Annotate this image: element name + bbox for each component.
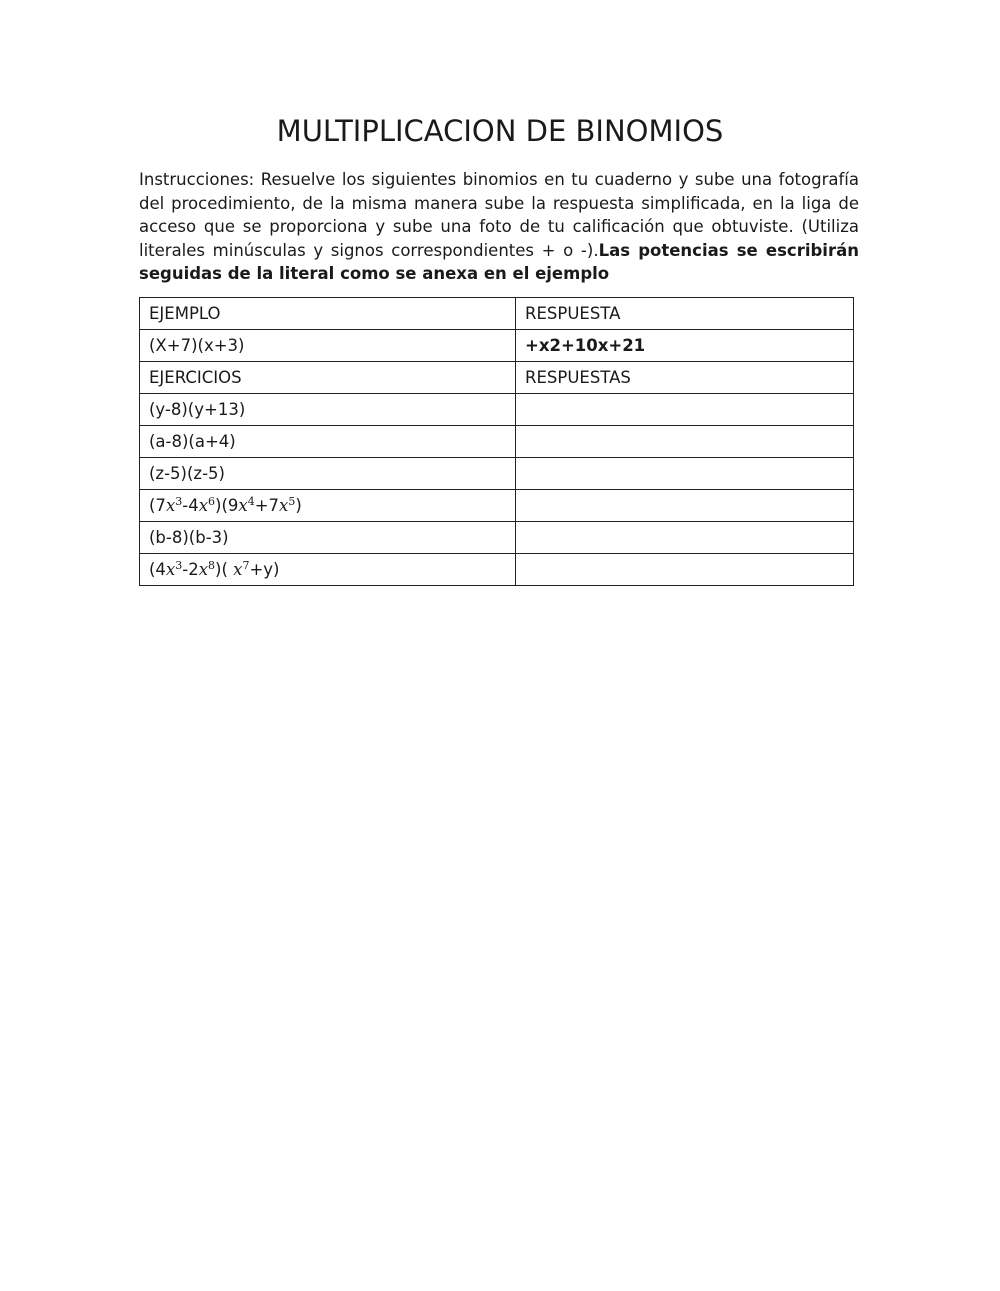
exercise-answer-cell[interactable] [516, 554, 854, 586]
exercise-answer-cell[interactable] [516, 394, 854, 426]
variable: x [233, 560, 243, 579]
variable: x [198, 496, 209, 515]
table-row [140, 490, 854, 522]
table-row [140, 362, 854, 394]
example-answer-cell: +x2+10x+21 [516, 330, 854, 362]
term-text: (4 [149, 560, 166, 579]
table-row [140, 458, 854, 490]
term-text: +7 [254, 496, 280, 515]
exercise-answer-cell[interactable] [516, 490, 854, 522]
instructions-paragraph [139, 168, 859, 286]
variable: x [165, 496, 176, 515]
exponent: 3 [175, 495, 183, 508]
term-text: )(9 [215, 496, 239, 515]
table-row [140, 298, 854, 330]
exercise-problem-cell [140, 554, 516, 586]
exponent: 8 [208, 559, 216, 572]
exercise-answer-cell[interactable] [516, 458, 854, 490]
exercise-table [139, 297, 854, 586]
instructions-text: Instrucciones: Resuelve los siguientes binomios en tu cuaderno y sube una fotografía del procedimiento, de la misma manera sube la respuesta simplificada, en la liga de acceso que se proporciona y sube una foto de tu calificación que obtuviste. (Utiliza literales minúsculas y signos correspondientes + o -). [139, 170, 859, 260]
exponent: 4 [247, 495, 255, 508]
exercise-problem-cell: (y-8)(y+13) [140, 394, 516, 426]
term-text: )( [215, 560, 234, 579]
example-header-cell: EJEMPLO [140, 298, 516, 330]
variable: x [279, 496, 289, 515]
variable: x [198, 560, 209, 579]
exponent: 3 [175, 559, 183, 572]
table-row [140, 554, 854, 586]
exercise-answer-cell[interactable] [516, 426, 854, 458]
exercises-header-cell: EJERCICIOS [140, 362, 516, 394]
term-text: (7 [149, 496, 166, 515]
exercise-problem-cell: (b-8)(b-3) [140, 522, 516, 554]
term-text: ) [295, 496, 302, 515]
term-text: +y) [249, 560, 280, 579]
variable: x [238, 496, 248, 515]
table-row [140, 330, 854, 362]
term-text: -4 [182, 496, 199, 515]
term-text: -2 [182, 560, 199, 579]
exercise-problem-cell: (z-5)(z-5) [140, 458, 516, 490]
exercise-answer-cell[interactable] [516, 522, 854, 554]
instructions-bold-note: Las potencias se escribirán seguidas de la literal como se anexa en el ejemplo [139, 240, 859, 283]
exponent: 7 [242, 559, 250, 572]
page-title: MULTIPLICACION DE BINOMIOS [276, 114, 724, 148]
table-row [140, 426, 854, 458]
table-row [140, 394, 854, 426]
exercise-problem-cell: (a-8)(a+4) [140, 426, 516, 458]
exponent: 5 [288, 495, 296, 508]
exercise-problem-cell [140, 490, 516, 522]
exponent: 6 [208, 495, 216, 508]
answer-header-cell: RESPUESTA [516, 298, 854, 330]
answers-header-cell: RESPUESTAS [516, 362, 854, 394]
variable: x [165, 560, 176, 579]
example-problem-cell: (X+7)(x+3) [140, 330, 516, 362]
table-row [140, 522, 854, 554]
